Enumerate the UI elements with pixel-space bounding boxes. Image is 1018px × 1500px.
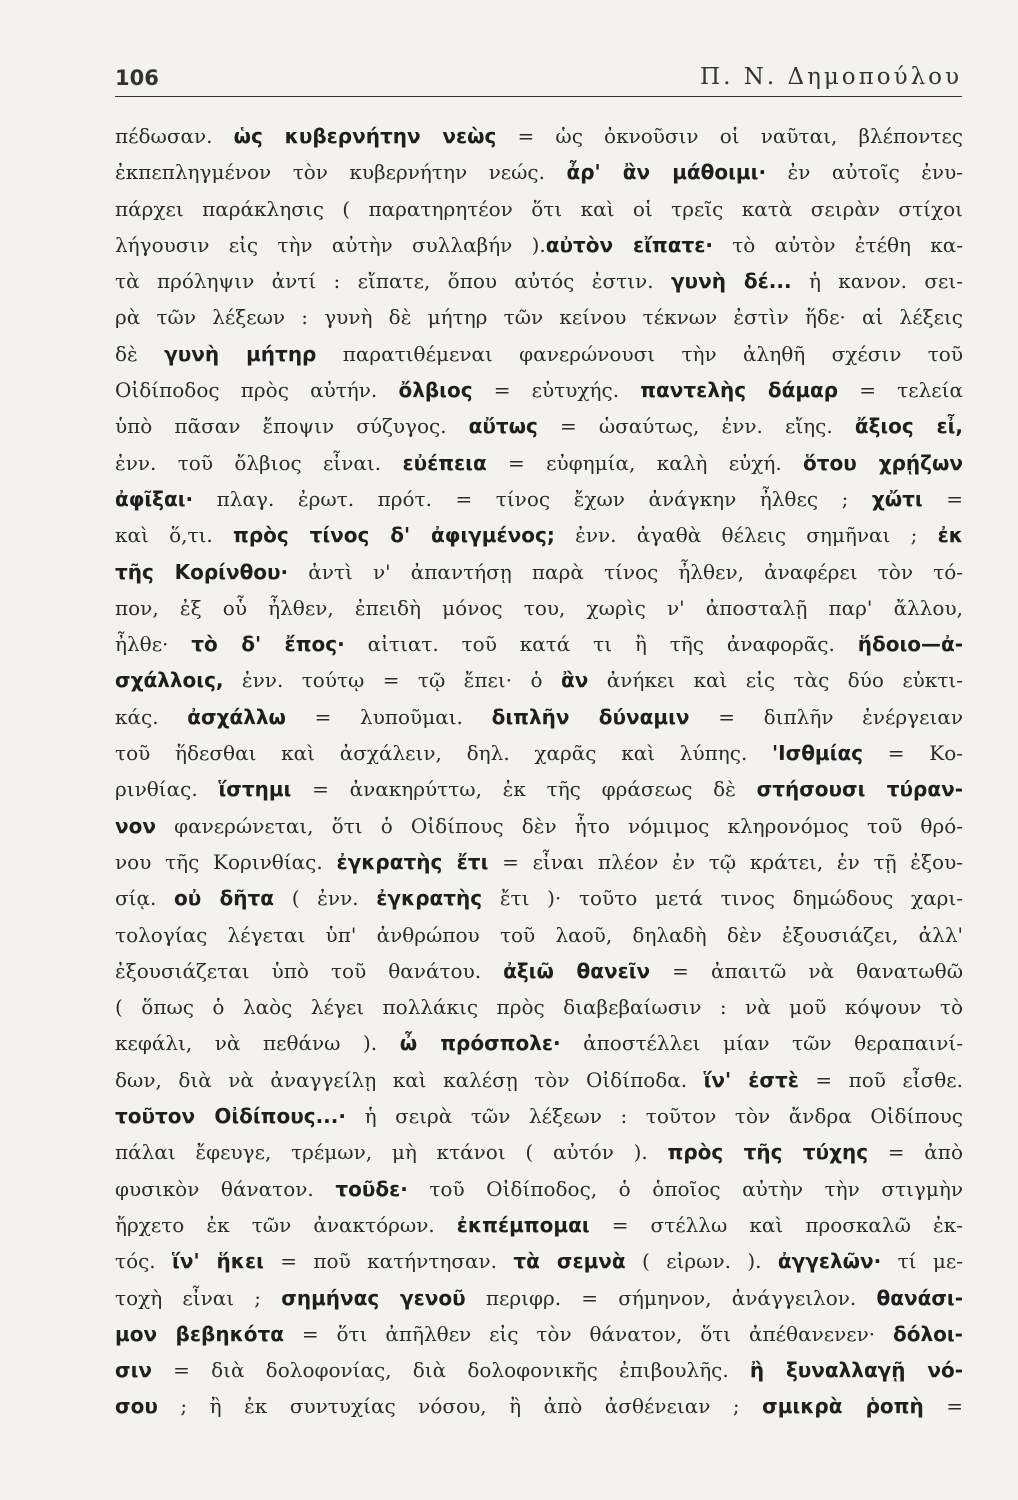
gloss-text: πάλαι ἔφευγε, τρέμων, μὴ κτάνοι ( αὐτόν ).	[115, 1140, 668, 1165]
lemma-term: οὐ δῆτα	[174, 886, 275, 911]
gloss-text: ἤρχετο ἐκ τῶν ἀνακτόρων.	[115, 1212, 457, 1237]
gloss-text: = ποῦ εἶσθε.	[798, 1067, 964, 1092]
gloss-text: παρατιθέμεναι φανερώνουσι τὴν ἀληθῆ σχέσιν τοῦ	[316, 341, 963, 366]
text-line	[115, 735, 963, 771]
text-line	[115, 1280, 963, 1316]
text-line	[115, 1352, 963, 1388]
gloss-text: πάρχει παράκλησις ( παρατηρητέον ὅτι καὶ οἱ τρεῖς κατὰ σειρὰν στίχοι	[115, 196, 963, 221]
text-line	[115, 118, 963, 154]
text-line	[115, 517, 963, 553]
lemma-term: στήσουσι τύραν-	[756, 777, 964, 802]
gloss-text: περιφρ. = σήμηνον, ἀνάγγειλον.	[465, 1285, 877, 1310]
lemma-term: τὸ δ' ἔπος·	[191, 632, 345, 657]
gloss-text: λήγουσιν εἰς τὴν αὐτὴν συλλαβήν ).	[115, 232, 546, 257]
text-line	[115, 699, 963, 735]
gloss-text: δων, διὰ νὰ ἀναγγείλῃ καὶ καλέσῃ τὸν Οἰδίποδα.	[115, 1067, 704, 1092]
gloss-text: κεφάλι, νὰ πεθάνω ).	[115, 1031, 400, 1056]
gloss-text: ; ἢ ἐκ συντυχίας νόσου, ἢ ἀπὸ ἀσθένειαν ;	[157, 1394, 763, 1419]
gloss-text: ἐνν. ἀγαθὰ θέλεις σημῆναι ;	[554, 523, 938, 548]
gloss-text: καὶ ὅ,τι.	[115, 523, 234, 548]
text-line	[115, 1388, 963, 1424]
text-line	[115, 953, 963, 989]
text-line	[115, 917, 963, 953]
lemma-term: ἀσχάλλω	[187, 704, 286, 729]
text-line	[115, 662, 963, 698]
page-number: 106	[115, 66, 159, 90]
lemma-term: ἐκπέμπομαι	[456, 1212, 590, 1237]
gloss-text: = Κο-	[863, 741, 963, 766]
text-line	[115, 771, 963, 807]
lemma-term: ἢ ξυναλλαγῇ νό-	[749, 1358, 963, 1383]
lemma-term: 'Ισθμίας	[772, 741, 864, 766]
gloss-text: ἐξουσιάζεται ὑπὸ τοῦ θανάτου.	[115, 958, 504, 983]
lemma-term: ἆρ' ἂν μάθοιμι·	[566, 160, 767, 185]
gloss-text: νου τῆς Κορινθίας.	[115, 849, 337, 874]
gloss-text: τοῦ ἥδεσθαι καὶ ἀσχάλειν, δηλ. χαρᾶς καὶ λύπης.	[115, 741, 773, 766]
lemma-term: σιν	[115, 1358, 152, 1383]
gloss-text: τοῦ Οἰδίποδος, ὁ ὁποῖος αὐτὴν τὴν στιγμὴν	[407, 1176, 963, 1201]
gloss-text: τί με-	[881, 1249, 963, 1274]
gloss-text: = στέλλω καὶ προσκαλῶ ἐκ-	[589, 1212, 963, 1237]
text-line	[115, 372, 963, 408]
lemma-term: σμικρὰ ῥοπὴ	[762, 1394, 924, 1419]
gloss-text: ρινθίας.	[115, 777, 219, 802]
lemma-term: ἀγγελῶν·	[777, 1249, 882, 1274]
running-head: Π. Ν. Δημοπούλου	[700, 64, 962, 90]
gloss-text: ἀποστέλλει μίαν τῶν θεραπαινί-	[560, 1031, 963, 1056]
lemma-term: ὅτου χρῄζων	[803, 450, 963, 475]
lemma-term: ἐκ	[937, 523, 963, 548]
gloss-text: ἦλθε·	[115, 632, 192, 657]
lemma-term: παντελὴς δάμαρ	[640, 378, 839, 403]
text-line	[115, 590, 963, 626]
lemma-term: δόλοι-	[893, 1321, 963, 1346]
gloss-text: πον, ἐξ οὗ ἦλθεν, ἐπειδὴ μόνος του, χωρὶς ν' ἀποσταλῇ παρ' ἄλλου,	[115, 595, 963, 620]
lemma-term: τοῦδε·	[335, 1176, 408, 1201]
gloss-text: = ποῦ κατήντησαν.	[263, 1249, 514, 1274]
lemma-term: ἀξιῶ θανεῖν	[503, 958, 651, 983]
gloss-text: = διπλῆν ἐνέργειαν	[689, 704, 963, 729]
gloss-text: ἡ σειρὰ τῶν λέξεων : τοῦτον τὸν ἄνδρα Οἰδίπους	[345, 1104, 963, 1129]
text-line	[115, 336, 963, 372]
gloss-text: Οἰδίποδος πρὸς αὐτήν.	[115, 378, 399, 403]
lemma-term: πρὸς τίνος δ' ἀφιγμένος;	[233, 523, 555, 548]
gloss-text: = διὰ δολοφονίας, διὰ δολοφονικῆς ἐπιβουλῆς.	[152, 1358, 750, 1383]
gloss-text: = εὐτυχής.	[472, 378, 641, 403]
lemma-term: ἄξιος εἶ,	[854, 414, 963, 439]
lemma-term: ἀφῖξαι·	[115, 486, 194, 511]
gloss-text: =	[922, 486, 963, 511]
lemma-term: πρὸς τῆς τύχης	[667, 1140, 869, 1165]
text-line	[115, 1134, 963, 1170]
text-line	[115, 880, 963, 916]
lemma-term: αὐτὸν εἴπατε·	[545, 232, 713, 257]
gloss-text: ( εἰρων. ).	[625, 1249, 778, 1274]
text-line	[115, 154, 963, 190]
text-line	[115, 299, 963, 335]
gloss-text: πλαγ. ἐρωτ. πρότ. = τίνος ἔχων ἀνάγκην ἦλθες ;	[193, 486, 872, 511]
gloss-text: πέδωσαν.	[115, 124, 234, 148]
gloss-text: = ἀπαιτῶ νὰ θανατωθῶ	[650, 958, 963, 983]
lemma-term: νον	[115, 813, 156, 838]
lemma-term: γυνὴ μήτηρ	[164, 341, 317, 366]
gloss-text: ( ἐνν.	[274, 886, 377, 911]
gloss-text: ἐν αὐτοῖς ἐνυ-	[766, 160, 963, 185]
text-line	[115, 1316, 963, 1352]
gloss-text: ἀνήκει καὶ εἰς τὰς δύο εὐκτι-	[588, 668, 964, 693]
gloss-text: φανερώνεται, ὅτι ὁ Οἰδίπους δὲν ἦτο νόμιμος κληρονόμος τοῦ θρό-	[156, 813, 963, 838]
text-line	[115, 626, 963, 662]
text-line	[115, 1171, 963, 1207]
lemma-term: ἂν	[560, 668, 589, 693]
lemma-term: ὦ πρόσπολε·	[399, 1031, 561, 1056]
text-line	[115, 263, 963, 299]
gloss-text: ἔτι )· τοῦτο μετά τινος δημώδους χαρι-	[482, 886, 963, 911]
text-line	[115, 1025, 963, 1061]
gloss-text: ἐκπεπληγμένον τὸν κυβερνήτην νεώς.	[115, 160, 567, 185]
gloss-text: = εἶναι πλέον ἐν τῷ κράτει, ἐν τῇ ἐξου-	[488, 849, 964, 874]
lemma-term: τὰ σεμνὰ	[513, 1249, 626, 1274]
lemma-term: ἐγκρατὴς ἔτι	[336, 849, 489, 874]
gloss-text: ἡ κανον. σει-	[791, 269, 964, 294]
lemma-term: μον βεβηκότα	[115, 1321, 285, 1346]
lemma-term: χὤτι	[871, 486, 923, 511]
text-line	[115, 1098, 963, 1134]
lemma-term: τοῦτον Οἰδίπους...·	[115, 1104, 346, 1129]
gloss-text: ρὰ τῶν λέξεων : γυνὴ δὲ μήτηρ τῶν κείνου τέκνων ἐστὶν ἥδε· αἱ λέξεις	[115, 305, 963, 330]
body-text	[115, 118, 963, 1425]
lemma-term: τῆς Κορίνθου·	[115, 559, 289, 584]
lemma-term: διπλῆν δύναμιν	[491, 704, 690, 729]
gloss-text: φυσικὸν θάνατον.	[115, 1176, 336, 1201]
lemma-term: εὐέπεια	[402, 450, 487, 475]
gloss-text: =	[923, 1394, 964, 1419]
gloss-text: σίᾳ.	[115, 886, 175, 911]
gloss-text: = ἀπὸ	[868, 1140, 963, 1165]
lemma-term: ἵν' ἥκει	[172, 1249, 264, 1274]
gloss-text: κάς.	[115, 704, 188, 729]
text-line	[115, 808, 963, 844]
lemma-term: ἵν' ἐστὲ	[703, 1067, 799, 1092]
text-line	[115, 1062, 963, 1098]
page-header	[115, 62, 962, 97]
text-line	[115, 191, 963, 227]
lemma-term: σου	[115, 1394, 158, 1419]
gloss-text: δὲ	[115, 341, 165, 366]
gloss-text: τὸ αὐτὸν ἐτέθη κα-	[712, 232, 963, 257]
text-line	[115, 1207, 963, 1243]
lemma-term: ὄλβιος	[398, 378, 473, 403]
gloss-text: = ὡς ὀκνοῦσιν οἱ ναῦται, βλέποντες	[496, 124, 964, 148]
lemma-term: ἥδοιο—ἀ-	[857, 632, 964, 657]
gloss-text: ἐνν. τοῦ ὄλβιος εἶναι.	[115, 450, 403, 475]
gloss-text: τοχὴ εἶναι ;	[115, 1285, 282, 1310]
gloss-text: = τελεία	[838, 378, 963, 403]
text-line	[115, 445, 963, 481]
gloss-text: τολογίας λέγεται ὑπ' ἀνθρώπου τοῦ λαοῦ, δηλαδὴ δὲν ἐξουσιάζει, ἀλλ'	[115, 922, 963, 947]
gloss-text: = ὡσαύτως, ἐνν. εἴης.	[537, 414, 855, 439]
lemma-term: αὔτως	[468, 414, 538, 439]
lemma-term: ὡς κυβερνήτην νεὼς	[233, 124, 497, 148]
text-line	[115, 844, 963, 880]
gloss-text: ὑπὸ πᾶσαν ἔποψιν σύζυγος.	[115, 414, 469, 439]
lemma-term: σημήνας γενοῦ	[281, 1285, 466, 1310]
text-line	[115, 227, 963, 263]
text-line	[115, 1243, 963, 1279]
gloss-text: = ἀνακηρύττω, ἐκ τῆς φράσεως δὲ	[291, 777, 757, 802]
lemma-term: θανάσι-	[876, 1285, 963, 1310]
gloss-text: τὰ πρόληψιν ἀντί : εἴπατε, ὅπου αὐτός ἐστιν.	[115, 269, 671, 294]
gloss-text: = ὅτι ἀπῆλθεν εἰς τὸν θάνατον, ὅτι ἀπέθανενεν·	[284, 1321, 894, 1346]
text-line	[115, 481, 963, 517]
lemma-term: σχάλλοις,	[115, 668, 224, 693]
lemma-term: γυνὴ δέ...	[670, 269, 792, 294]
text-line	[115, 554, 963, 590]
lemma-term: ἵστημι	[218, 777, 292, 802]
gloss-text: τός.	[115, 1249, 173, 1274]
gloss-text: αἰτιατ. τοῦ κατά τι ἢ τῆς ἀναφορᾶς.	[344, 632, 858, 657]
gloss-text: ( ὅπως ὁ λαὸς λέγει πολλάκις πρὸς διαβεβαίωσιν : νὰ μοῦ κόψουν τὸ	[115, 995, 963, 1020]
gloss-text: ἐνν. τούτῳ = τῷ ἔπει· ὁ	[223, 668, 561, 693]
lemma-term: ἐγκρατὴς	[376, 886, 483, 911]
gloss-text: = εὐφημία, καλὴ εὐχή.	[486, 450, 804, 475]
text-line	[115, 989, 963, 1025]
gloss-text: ἀντὶ ν' ἀπαντήσῃ παρὰ τίνος ἦλθεν, ἀναφέρει τὸν τό-	[288, 559, 964, 584]
text-line	[115, 408, 963, 444]
gloss-text: = λυποῦμαι.	[285, 704, 492, 729]
